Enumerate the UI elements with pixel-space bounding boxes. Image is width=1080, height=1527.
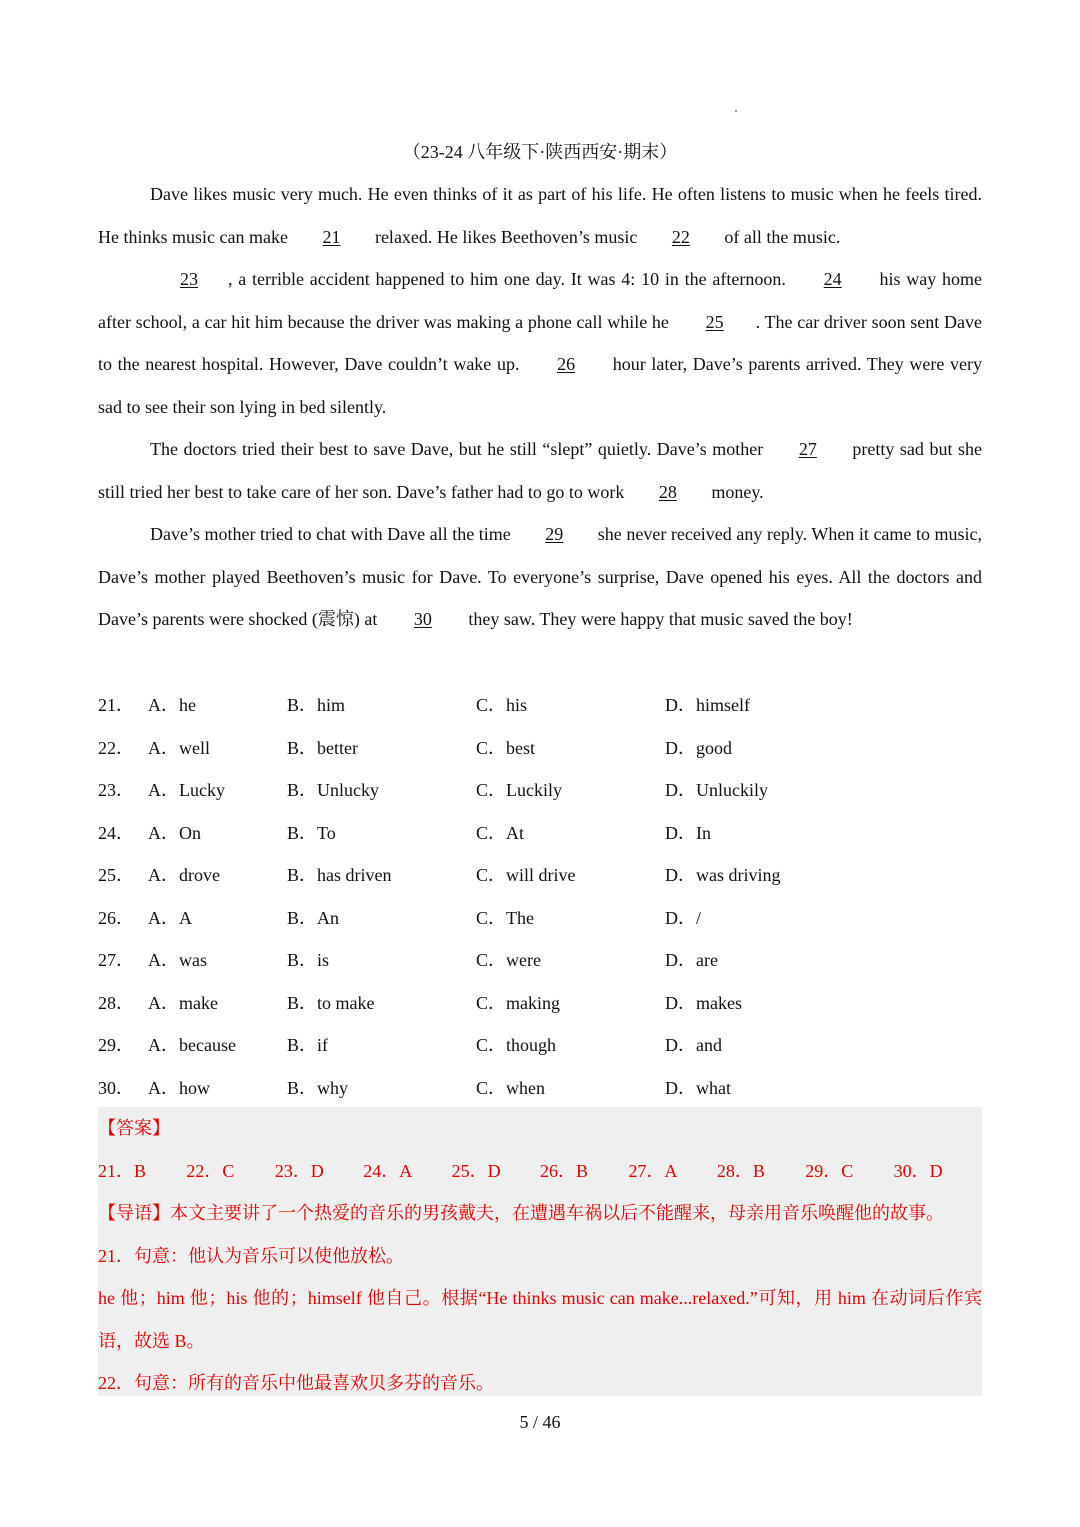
option-d: D．/ <box>665 907 701 928</box>
passage <box>98 173 982 641</box>
blank-25: 25 <box>705 311 724 332</box>
explanation-21-body: he 他；him 他；his 他的；himself 他自己。根据“He thinks music can make...relaxed.”可知，用 him 在动词后作宾语，故选 B。 <box>98 1288 982 1351</box>
option-b: B．why <box>287 1077 349 1098</box>
page-number: 5 / 46 <box>519 1412 561 1432</box>
blank-30: 30 <box>413 609 432 629</box>
option-b: B．better <box>287 737 358 758</box>
question-number: 28． <box>98 992 134 1013</box>
option-b: B．To <box>287 822 336 843</box>
option-a: A．he <box>148 695 196 716</box>
answer-heading: 【答案】 <box>98 1118 170 1138</box>
option-a: A．how <box>148 1077 210 1098</box>
blank-27: 27 <box>798 439 817 459</box>
question-row <box>98 811 982 854</box>
question-row <box>98 938 982 981</box>
option-c: C．when <box>476 1077 545 1098</box>
paragraph-1 <box>98 173 982 258</box>
option-c: C．making <box>476 992 560 1013</box>
option-a: A．was <box>148 950 207 971</box>
option-d: D．makes <box>665 992 742 1013</box>
answer-key: 24．A <box>363 1160 413 1181</box>
blank-29: 29 <box>545 524 564 544</box>
question-number: 30． <box>98 1077 134 1098</box>
option-c: C．Luckily <box>476 780 562 801</box>
blank-26: 26 <box>557 354 576 374</box>
option-b: B．Unlucky <box>287 780 379 801</box>
option-c: C．were <box>476 950 541 971</box>
option-d: D．was driving <box>665 865 781 886</box>
option-a: A．well <box>148 737 210 758</box>
answer-key: 27．A <box>628 1160 678 1181</box>
question-row <box>98 768 982 811</box>
option-b: B．An <box>287 907 340 928</box>
question-row <box>98 726 982 769</box>
option-b: B．to make <box>287 992 375 1013</box>
question-number: 29． <box>98 1035 134 1056</box>
question-number: 27． <box>98 950 134 971</box>
option-c: C．though <box>476 1035 557 1056</box>
question-options <box>98 683 982 1108</box>
answer-key: 30．D <box>893 1160 943 1181</box>
option-d: D．what <box>665 1077 731 1098</box>
option-b: B．him <box>287 695 346 716</box>
text: pretty sad but she still tried her best to take care of her son. Dave’s father had to go to work <box>98 439 982 502</box>
option-b: B．if <box>287 1035 329 1056</box>
explanation-22-title: 22．句意：所有的音乐中他最喜欢贝多芬的音乐。 <box>98 1373 494 1393</box>
option-a: A．A <box>148 907 192 928</box>
option-d: D．himself <box>665 695 750 716</box>
answer-intro: 【导语】本文主要讲了一个热爱的音乐的男孩戴夫，在遭遇车祸以后不能醒来，母亲用音乐唤醒他的故事。 <box>98 1203 944 1223</box>
answer-key: 28．B <box>716 1160 765 1181</box>
source-line: （23-24 八年级下·陕西西安·期末） <box>402 142 678 162</box>
option-b: B．is <box>287 950 330 971</box>
question-row <box>98 1023 982 1066</box>
answer-key: 29．C <box>805 1160 854 1181</box>
question-number: 23． <box>98 780 134 801</box>
explanation-21-title: 21．句意：他认为音乐可以使他放松。 <box>98 1245 404 1266</box>
text: she never received any reply. When it came to music, Dave’s mother played Beethoven’s music for Dave. To everyone’s surprise, Dave opened his eyes. All the doctors and Dave’s parents were shocked (震惊) at <box>98 524 982 629</box>
text: The doctors tried their best to save Dave, but he still “slept” quietly. Dave’s mother <box>150 439 769 459</box>
question-row <box>98 853 982 896</box>
blank-28: 28 <box>658 481 677 502</box>
question-row <box>98 981 982 1024</box>
option-c: C．At <box>476 822 525 843</box>
text: hour later, Dave’s parents arrived. They were very sad to see their son lying in bed silently. <box>98 354 983 417</box>
answer-key: 21．B <box>98 1160 147 1181</box>
paragraph-3 <box>98 428 982 513</box>
question-number: 24． <box>98 822 134 843</box>
blank-22: 22 <box>671 226 690 247</box>
answer-key: 23．D <box>274 1160 324 1181</box>
answer-key: 22．C <box>186 1160 235 1181</box>
blank-23: 23 <box>180 269 198 289</box>
blank-24: 24 <box>823 269 842 289</box>
answer-keys <box>98 1150 982 1193</box>
question-number: 21． <box>98 695 134 716</box>
option-c: C．his <box>476 695 528 716</box>
option-a: A．Lucky <box>148 780 225 801</box>
paragraph-2 <box>98 258 982 428</box>
question-number: 26． <box>98 907 134 928</box>
text: . The car driver soon sent Dave to the nearest hospital. However, Dave couldn’t wake up. <box>98 311 982 374</box>
option-d: D．Unluckily <box>665 780 768 801</box>
option-a: A．On <box>148 822 201 843</box>
option-c: C．best <box>476 737 536 758</box>
paragraph-4 <box>98 513 982 641</box>
option-d: D．In <box>665 822 711 843</box>
answer-key: 25．D <box>451 1160 501 1181</box>
option-a: A．drove <box>148 865 220 886</box>
page-dot <box>735 110 737 112</box>
text: his way home after school, a car hit him because the driver was making a phone call while he <box>98 269 983 332</box>
text: Dave likes music very much. He even thinks of it as part of his life. He often listens to music when he feels tired. He thinks music can make <box>98 184 982 247</box>
option-a: A．because <box>148 1035 236 1056</box>
blank-21: 21 <box>322 226 341 247</box>
question-number: 25． <box>98 865 134 886</box>
text: of all the music. <box>719 226 841 247</box>
text: relaxed. He likes Beethoven’s music <box>370 226 642 247</box>
question-number: 22． <box>98 737 134 758</box>
answer-key: 26．B <box>540 1160 589 1181</box>
option-d: D．and <box>665 1035 722 1056</box>
text: Dave’s mother tried to chat with Dave all the time <box>150 524 516 544</box>
option-d: D．good <box>665 737 732 758</box>
option-a: A．make <box>148 992 218 1013</box>
text: , a terrible accident happened to him one day. It was 4: 10 in the afternoon. <box>228 269 792 289</box>
answer-section <box>98 1107 982 1396</box>
text: money. <box>706 481 764 502</box>
question-row <box>98 1066 982 1109</box>
option-c: C．The <box>476 907 534 928</box>
option-b: B．has driven <box>287 865 392 886</box>
question-row <box>98 683 982 726</box>
option-d: D．are <box>665 950 718 971</box>
text: they saw. They were happy that music saved the boy! <box>463 609 853 629</box>
question-row <box>98 896 982 939</box>
option-c: C．will drive <box>476 865 576 886</box>
